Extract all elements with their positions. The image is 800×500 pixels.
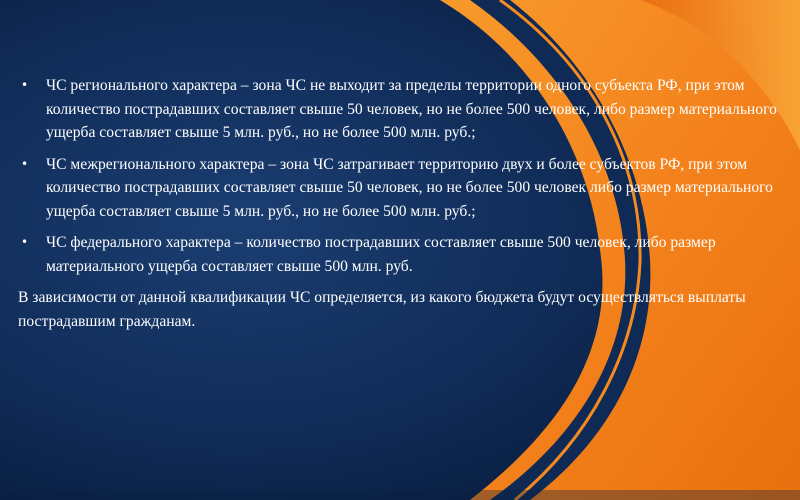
- bullet-federal: [18, 231, 780, 278]
- bullet-interregional: [18, 153, 780, 224]
- bullet-marker: •: [21, 235, 29, 249]
- conclusion-paragraph: В зависимости от данной квалификации ЧС определяется, из какого бюджета будут осуществляться выплаты пострадавшим гражданам.: [18, 289, 746, 330]
- bullet-regional: [18, 74, 780, 145]
- bullet-text: ЧС федерального характера – количество пострадавших составляет свыше 500 человек, либо размер материального ущерба составляет свыше 500 млн. руб.: [46, 234, 716, 275]
- bullet-list: [18, 74, 780, 278]
- bullet-marker: •: [21, 78, 29, 92]
- bullet-marker: •: [21, 156, 29, 171]
- bullet-text: ЧС регионального характера – зона ЧС не выходит за пределы территории одного субъекта РФ, при этом количество пострадавших составляет свыше 50 человек, но не более 500 человек, либо размер материального ущерба составляет свыше 5 млн. руб., но не более 500 млн. руб.;: [46, 77, 777, 141]
- slide-content: [18, 74, 780, 333]
- bullet-text: ЧС межрегионального характера – зона ЧС затрагивает территорию двух и более субъектов РФ, при этом количество пострадавших составляет свыше 50 человек, но не более 500 человек либо размер материального ущерба составляет свыше 5 млн. руб., но не более 500 млн. руб.;: [46, 155, 773, 220]
